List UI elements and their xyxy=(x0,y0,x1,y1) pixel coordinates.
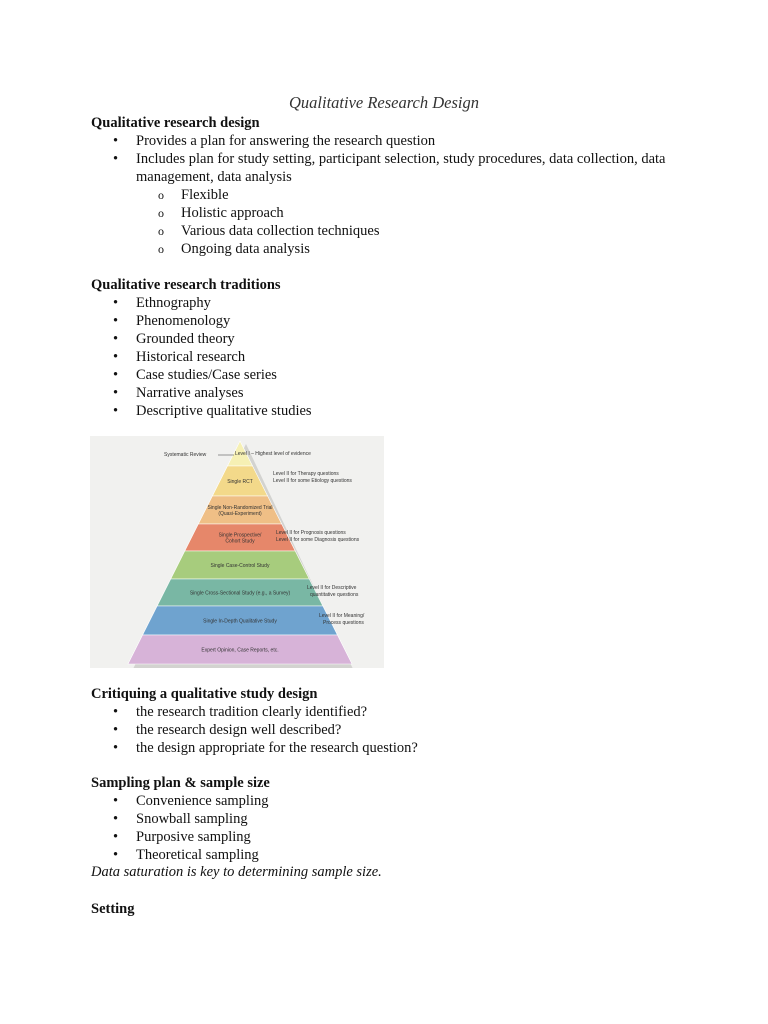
list-item: • Phenomenology xyxy=(91,312,312,330)
right-label: Level II for some Etiology questions xyxy=(273,478,352,484)
pyramid-level-label: Single Case-Control Study xyxy=(210,562,270,569)
pyramid-level-label: Single In-Depth Qualitative Study xyxy=(203,618,277,625)
list-item: • Includes plan for study setting, participant selection, study procedures, data collection, data management, data analysis xyxy=(91,150,676,186)
list-item: • the research tradition clearly identified? xyxy=(91,703,418,721)
right-label: Level II for Meaning/ xyxy=(319,613,365,619)
right-label: Process questions xyxy=(323,620,364,626)
document-title: Qualitative Research Design xyxy=(288,93,479,112)
pyramid-level-label: Single Non-Randomized Trial xyxy=(207,504,273,511)
list-item: o Flexible xyxy=(91,186,380,204)
list-item: • the design appropriate for the research question? xyxy=(91,739,418,757)
right-label: quantitative questions xyxy=(310,592,359,598)
right-label: Level II for Descriptive xyxy=(307,585,357,591)
right-label: Level II for Therapy questions xyxy=(273,471,339,477)
list-item: • Convenience sampling xyxy=(91,792,268,810)
evidence-pyramid-svg xyxy=(90,436,384,668)
list-item: o Ongoing data analysis xyxy=(91,240,380,258)
section-heading-setting: Setting xyxy=(91,901,135,917)
pyramid-level-label: Single Cross-Sectional Study (e.g., a Survey) xyxy=(189,590,291,597)
critiquing-bullet-list xyxy=(91,703,418,757)
list-item: • Purposive sampling xyxy=(91,828,268,846)
traditions-bullet-list xyxy=(91,294,312,420)
list-item: • Historical research xyxy=(91,348,312,366)
list-item: • Descriptive qualitative studies xyxy=(91,402,312,420)
sampling-note: Data saturation is key to determining sample size. xyxy=(91,864,382,880)
list-item: • Case studies/Case series xyxy=(91,366,312,384)
list-item: • Theoretical sampling xyxy=(91,846,268,864)
design-sub-list xyxy=(91,186,380,258)
pyramid-level-label: Cohort Study xyxy=(225,538,255,545)
section-heading-critiquing: Critiquing a qualitative study design xyxy=(91,686,318,702)
evidence-pyramid-figure xyxy=(90,436,384,668)
right-label: Level II for Prognosis questions xyxy=(276,530,346,536)
design-bullet-list xyxy=(91,132,676,186)
list-item: • Snowball sampling xyxy=(91,810,268,828)
section-heading-traditions: Qualitative research traditions xyxy=(91,277,281,293)
right-label: Level II for some Diagnosis questions xyxy=(276,537,360,543)
apex-label: Systematic Review xyxy=(164,452,207,458)
pyramid-level-label: Single RCT xyxy=(227,478,253,485)
list-item: o Various data collection techniques xyxy=(91,222,380,240)
section-heading-sampling: Sampling plan & sample size xyxy=(91,775,270,791)
list-item: o Holistic approach xyxy=(91,204,380,222)
pyramid-level-label: (Quasi-Experiment) xyxy=(218,510,262,517)
pyramid-level-label: Expert Opinion, Case Reports, etc. xyxy=(201,647,279,654)
list-item: • Grounded theory xyxy=(91,330,312,348)
sampling-bullet-list xyxy=(91,792,268,864)
section-heading-design: Qualitative research design xyxy=(91,115,260,131)
list-item: • Narrative analyses xyxy=(91,384,312,402)
list-item: • Ethnography xyxy=(91,294,312,312)
list-item: • Provides a plan for answering the research question xyxy=(91,132,676,150)
pyramid-level-label: Single Prospective/ xyxy=(218,532,262,539)
right-label: Level I – Highest level of evidence xyxy=(235,451,311,457)
list-item: • the research design well described? xyxy=(91,721,418,739)
